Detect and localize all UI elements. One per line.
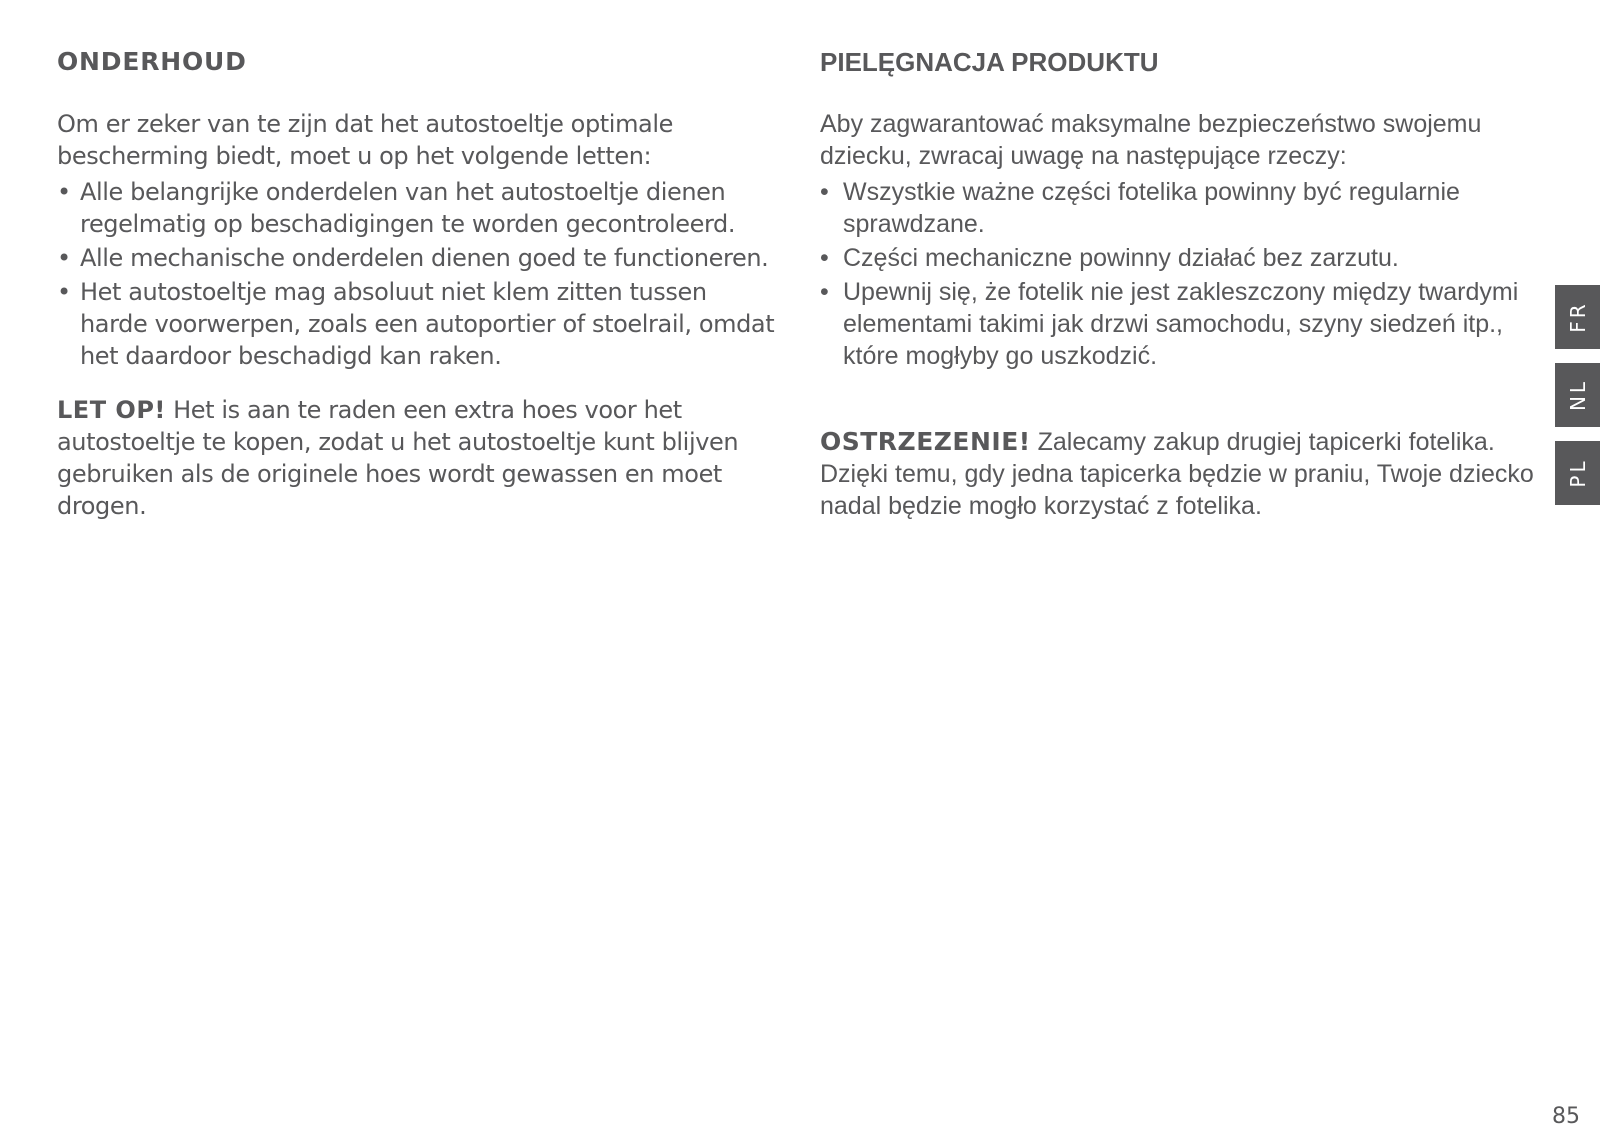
- bullet-icon: •: [57, 178, 71, 206]
- warning-label-pl: OSTRZEZENIE!: [820, 427, 1031, 456]
- warning-paragraph-pl: [820, 426, 1540, 522]
- language-tab-label: FR: [1565, 301, 1590, 333]
- bullet-icon: •: [820, 244, 829, 272]
- list-item-text: Alle mechanische onderdelen dienen goed te functioneren.: [80, 244, 769, 272]
- warning-text-pl: Zalecamy zakup drugiej tapicerki fotelika. Dzięki temu, gdy jedna tapicerka będzie w praniu, Twoje dziecko nadal będzie mogło korzystać z fotelika.: [820, 428, 1534, 520]
- list-item: [820, 242, 1540, 274]
- language-tab-label: NL: [1565, 378, 1590, 412]
- bullet-icon: •: [57, 244, 71, 272]
- list-item: [820, 176, 1540, 240]
- list-item-text: Het autostoeltje mag absoluut niet klem zitten tussen harde voorwerpen, zoals een autoportier of stoelrail, omdat het daardoor beschadigd kan raken.: [80, 278, 775, 370]
- page-number: 85: [1552, 1104, 1580, 1129]
- language-tab-fr: [1555, 285, 1600, 349]
- section-heading-pl: PIELĘGNACJA PRODUKTU: [820, 47, 1159, 77]
- language-tab-pl: [1555, 441, 1600, 505]
- bullet-icon: •: [820, 178, 829, 206]
- bullet-icon: •: [57, 278, 71, 306]
- list-item-text: Części mechaniczne powinny działać bez zarzutu.: [843, 244, 1399, 272]
- list-item: [57, 176, 777, 240]
- dutch-column: [57, 42, 777, 522]
- warning-paragraph-nl: [57, 394, 777, 522]
- language-tab-nl: [1555, 363, 1600, 427]
- bullet-icon: •: [820, 278, 829, 306]
- warning-text-nl: Het is aan te raden een extra hoes voor het autostoeltje te kopen, zodat u het autostoeltje kunt blijven gebruiken als de originele hoes wordt gewassen en moet drogen.: [57, 396, 739, 520]
- language-tabs: [1555, 285, 1600, 519]
- warning-label-nl: LET OP!: [57, 396, 166, 424]
- list-item: [820, 276, 1540, 372]
- list-item-text: Alle belangrijke onderdelen van het autostoeltje dienen regelmatig op beschadigingen te worden gecontroleerd.: [80, 178, 736, 238]
- language-tab-label: PL: [1565, 458, 1590, 488]
- intro-text-nl: Om er zeker van te zijn dat het autostoeltje optimale bescherming biedt, moet u op het volgende letten:: [57, 110, 673, 170]
- intro-text-pl: Aby zagwarantować maksymalne bezpieczeństwo swojemu dziecku, zwracaj uwagę na następujące rzeczy:: [820, 110, 1482, 170]
- list-item: [57, 242, 777, 274]
- list-item-text: Wszystkie ważne części fotelika powinny być regularnie sprawdzane.: [843, 178, 1460, 238]
- section-heading-nl: ONDERHOUD: [57, 47, 247, 76]
- list-item-text: Upewnij się, że fotelik nie jest zakleszczony między twardymi elementami takimi jak drzwi samochodu, szyny siedzeń itp., które mogłyby go uszkodzić.: [843, 278, 1519, 370]
- list-item: [57, 276, 777, 372]
- bullet-list-pl: [820, 176, 1540, 372]
- polish-column: [820, 42, 1540, 522]
- bullet-list-nl: [57, 176, 777, 372]
